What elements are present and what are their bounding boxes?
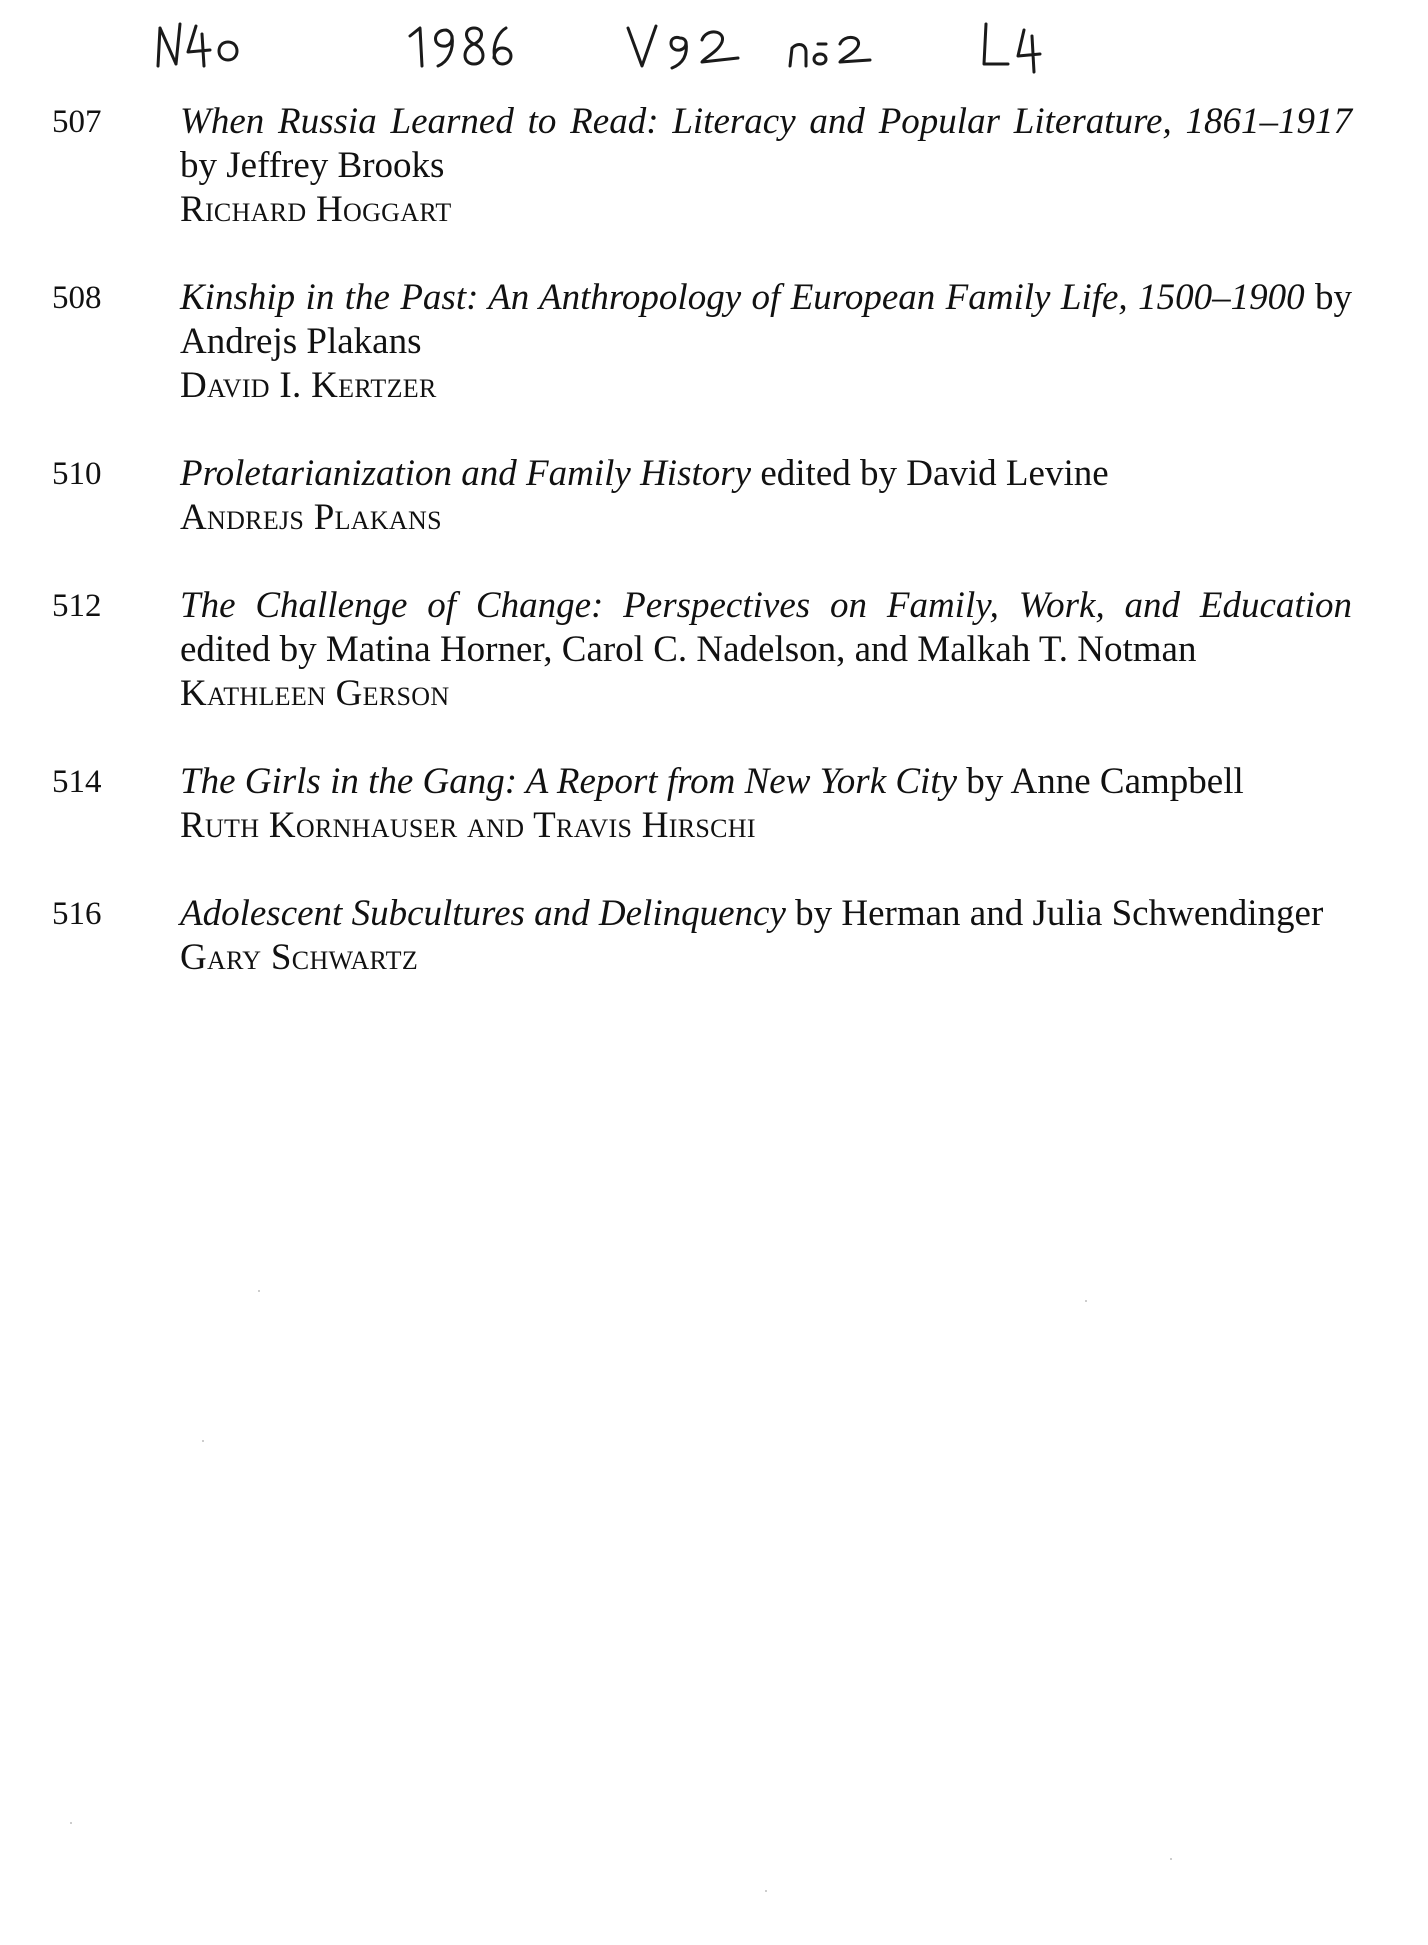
book-credit: by Herman and Julia Schwendinger xyxy=(795,893,1324,934)
handwriting-drawing xyxy=(150,14,1310,84)
entry-body xyxy=(180,100,1352,232)
scan-speck xyxy=(1085,1300,1087,1302)
reviewer-name: Richard Hoggart xyxy=(180,189,452,230)
reviewer-name: Andrejs Plakans xyxy=(180,497,442,538)
book-citation xyxy=(180,100,1352,188)
review-entry xyxy=(52,760,1352,848)
page-number: 508 xyxy=(52,280,102,316)
book-citation xyxy=(180,452,1352,496)
scan-speck xyxy=(765,1890,767,1892)
book-credit: edited by David Levine xyxy=(760,453,1109,494)
book-citation xyxy=(180,584,1352,672)
review-list xyxy=(52,100,1352,1024)
book-title: Kinship in the Past: An Anthropology of European Family Life, 1500–1900 xyxy=(180,277,1305,318)
book-title: Adolescent Subcultures and Delinquency xyxy=(180,893,786,934)
book-credit: by Anne Campbell xyxy=(966,761,1244,802)
entry-body xyxy=(180,276,1352,408)
review-entry xyxy=(52,452,1352,540)
handwritten-call-number xyxy=(150,14,1310,84)
scan-speck xyxy=(202,1440,204,1442)
page-number: 516 xyxy=(52,896,102,932)
review-entry xyxy=(52,276,1352,408)
entry-body xyxy=(180,452,1352,540)
book-title: Proletarianization and Family History xyxy=(180,453,752,494)
book-citation xyxy=(180,892,1352,936)
scan-speck xyxy=(70,1822,72,1824)
page-number: 507 xyxy=(52,104,102,140)
scan-speck xyxy=(1170,1858,1172,1860)
reviewer-name: Ruth Kornhauser and Travis Hirschi xyxy=(180,805,756,846)
book-credit: by Jeffrey Brooks xyxy=(180,145,445,186)
book-credit: edited by Matina Horner, Carol C. Nadelson, and Malkah T. Notman xyxy=(180,629,1197,670)
page-number: 514 xyxy=(52,764,102,800)
reviewer-name: David I. Kertzer xyxy=(180,365,437,406)
reviewer-name: Gary Schwartz xyxy=(180,937,419,978)
book-credit: by Andrejs Plakans xyxy=(180,277,1352,362)
entry-body xyxy=(180,584,1352,716)
book-citation xyxy=(180,276,1352,364)
entry-body xyxy=(180,760,1352,848)
page-number: 510 xyxy=(52,456,102,492)
page-number: 512 xyxy=(52,588,102,624)
entry-body xyxy=(180,892,1352,980)
book-citation xyxy=(180,760,1352,804)
review-entry xyxy=(52,100,1352,232)
book-title: The Challenge of Change: Perspectives on Family, Work, and Education xyxy=(180,585,1352,626)
book-title: When Russia Learned to Read: Literacy and Popular Literature, 1861–1917 xyxy=(180,101,1352,142)
reviewer-name: Kathleen Gerson xyxy=(180,673,450,714)
scan-speck xyxy=(258,1290,260,1292)
review-entry xyxy=(52,584,1352,716)
book-title: The Girls in the Gang: A Report from New York City xyxy=(180,761,958,802)
review-entry xyxy=(52,892,1352,980)
